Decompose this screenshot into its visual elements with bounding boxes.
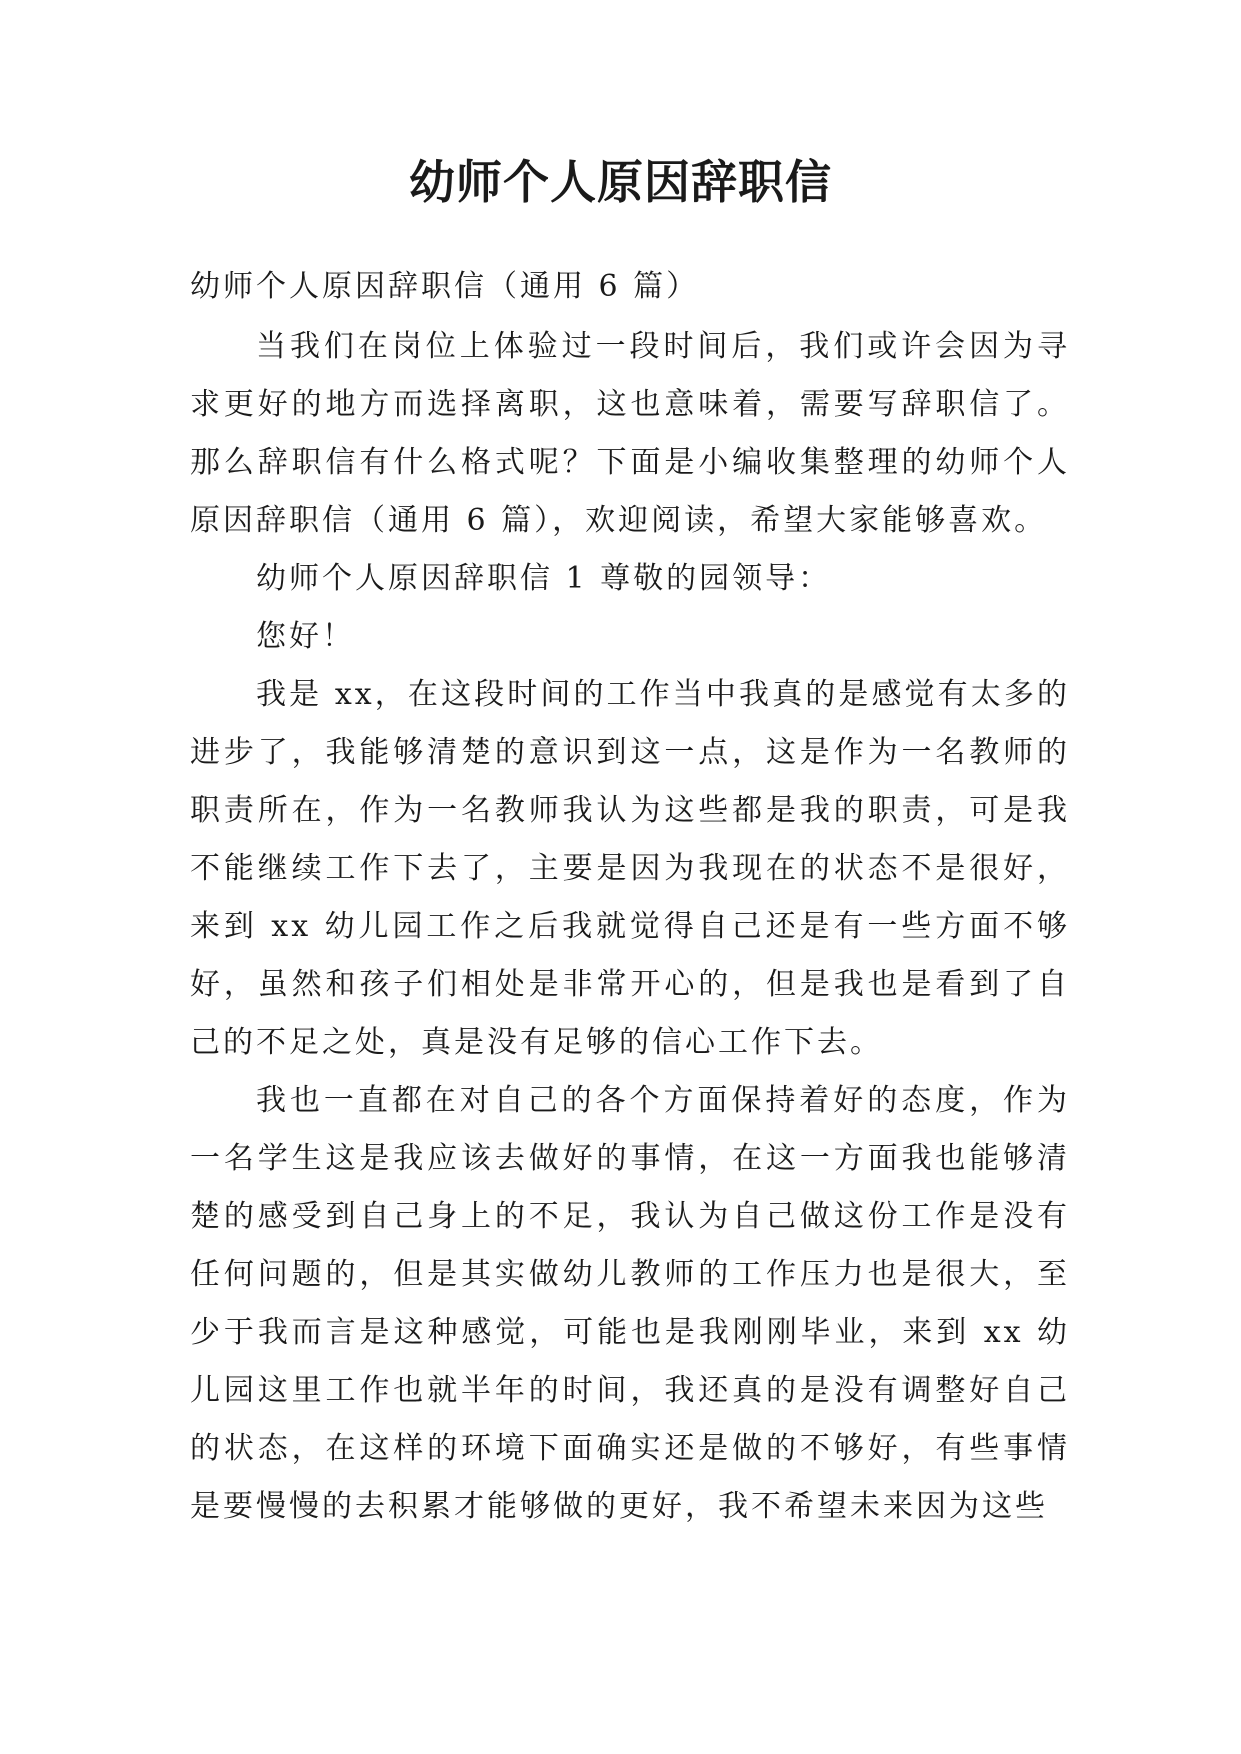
body-paragraph: 我也一直都在对自己的各个方面保持着好的态度，作为一名学生这是我应该去做好的事情，在这一方面我也能够清楚的感受到自己身上的不足，我认为自己做这份工作是没有任何问题的，但是其实做幼儿教师的工作压力也是很大，至少于我而言是这种感觉，可能也是我刚刚毕业，来到 xx 幼儿园这里工作也就半年的时间，我还真的是没有调整好自己的状态，在这样的环境下面确实还是做的不够好，有些事情是要慢慢的去积累才能够做的更好，我不希望未来因为这些: [190, 1083, 1070, 1524]
document-title: 幼师个人原因辞职信: [409, 155, 832, 209]
document-subtitle: 幼师个人原因辞职信（通用 6 篇）: [190, 269, 700, 304]
intro-paragraph: 当我们在岗位上体验过一段时间后，我们或许会因为寻求更好的地方而选择离职，这也意味着，需要写辞职信了。那么辞职信有什么格式呢？下面是小编收集整理的幼师个人原因辞职信（通用 6 篇），欢迎阅读，希望大家能够喜欢。: [190, 329, 1070, 538]
document-body: [190, 258, 1070, 1536]
body-paragraph: 我是 xx，在这段时间的工作当中我真的是感觉有太多的进步了，我能够清楚的意识到这一点，这是作为一名教师的职责所在，作为一名教师我认为这些都是我的职责，可是我不能继续工作下去了，主要是因为我现在的状态不是很好，来到 xx 幼儿园工作之后我就觉得自己还是有一些方面不够好，虽然和孩子们相处是非常开心的，但是我也是看到了自己的不足之处，真是没有足够的信心工作下去。: [190, 677, 1070, 1060]
letter-greeting: 您好！: [256, 619, 355, 654]
letter-heading: 幼师个人原因辞职信 1 尊敬的园领导：: [256, 561, 832, 596]
